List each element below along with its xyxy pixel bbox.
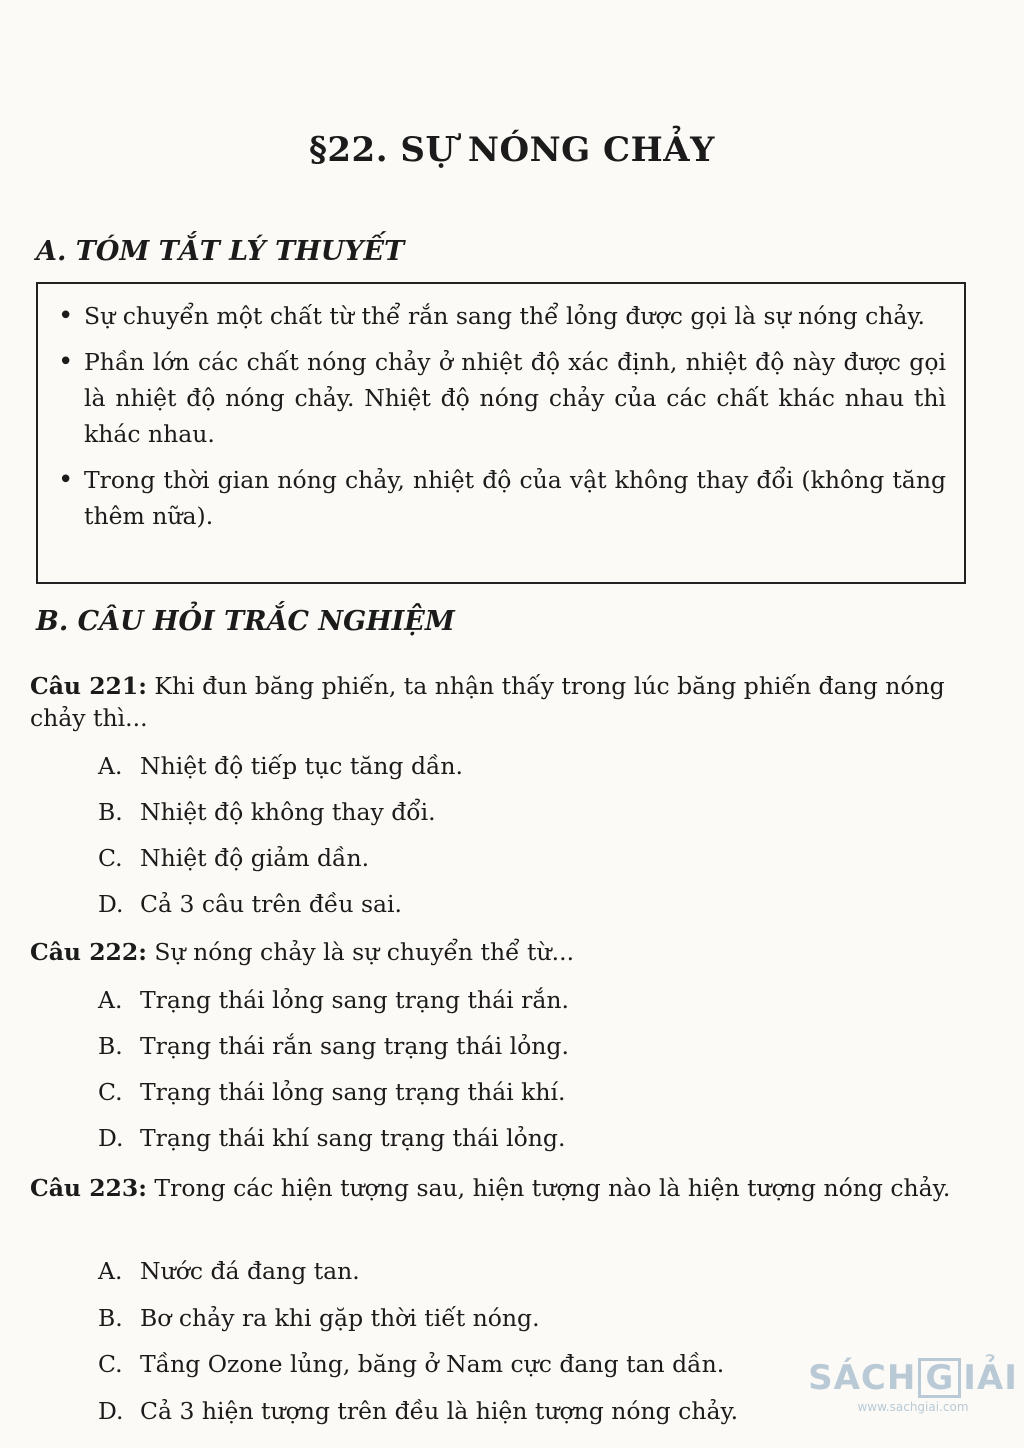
option-letter: C. [98, 1078, 123, 1106]
question-label: Câu 222: [30, 938, 147, 966]
question-text: Sự nóng chảy là sự chuyển thể từ... [154, 938, 575, 966]
question-label: Câu 223: [30, 1174, 147, 1202]
watermark-logo-box: G [918, 1358, 961, 1398]
answer-option [98, 1255, 360, 1287]
option-letter: D. [98, 890, 124, 918]
section-b-heading: B. CÂU HỎI TRẮC NGHIỆM [36, 606, 455, 637]
option-letter: B. [98, 1032, 123, 1060]
option-text: Trạng thái rắn sang trạng thái lỏng. [140, 1032, 569, 1060]
option-letter: A. [98, 986, 123, 1014]
option-text: Trạng thái lỏng sang trạng thái rắn. [140, 986, 569, 1014]
question-text: Trong các hiện tượng sau, hiện tượng nào là hiện tượng nóng chảy. [154, 1174, 951, 1202]
sachgiai-watermark [808, 1358, 1018, 1414]
answer-option [98, 1122, 565, 1154]
option-text: Nước đá đang tan. [140, 1257, 360, 1285]
section-a-heading: A. TÓM TẮT LÝ THUYẾT [36, 236, 405, 267]
option-text: Nhiệt độ không thay đổi. [140, 798, 436, 826]
option-text: Trạng thái lỏng sang trạng thái khí. [140, 1078, 566, 1106]
option-letter: A. [98, 1257, 123, 1285]
option-text: Cả 3 câu trên đều sai. [140, 890, 403, 918]
option-text: Trạng thái khí sang trạng thái lỏng. [140, 1124, 566, 1152]
watermark-logo-left: SÁCH [808, 1358, 917, 1398]
watermark-logo-right: IẢI [963, 1358, 1018, 1398]
option-letter: B. [98, 798, 123, 826]
option-text: Bơ chảy ra khi gặp thời tiết nóng. [140, 1304, 540, 1332]
answer-option [98, 842, 369, 874]
question-label: Câu 221: [30, 672, 147, 700]
answer-option [98, 796, 436, 828]
option-text: Cả 3 hiện tượng trên đều là hiện tượng nóng chảy. [140, 1397, 739, 1425]
option-letter: C. [98, 1350, 123, 1378]
option-letter: C. [98, 844, 123, 872]
watermark-url: www.sachgiai.com [857, 1400, 969, 1414]
page-title: §22. SỰ NÓNG CHẢY [309, 130, 715, 170]
theory-bullet: • Sự chuyển một chất từ thể rắn sang thể lỏng được gọi là sự nóng chảy. [84, 298, 946, 334]
answer-option [98, 1395, 738, 1427]
question-text: Khi đun băng phiến, ta nhận thấy trong lúc băng phiến đang nóng chảy thì... [30, 672, 945, 732]
answer-option [98, 1030, 569, 1062]
question-222 [30, 936, 965, 968]
option-letter: D. [98, 1397, 124, 1425]
question-221 [30, 670, 965, 734]
option-text: Nhiệt độ giảm dần. [140, 844, 370, 872]
option-text: Nhiệt độ tiếp tục tăng dần. [140, 752, 463, 780]
answer-option [98, 750, 463, 782]
watermark-logo [808, 1358, 1018, 1398]
option-text: Tầng Ozone lủng, băng ở Nam cực đang tan dần. [140, 1350, 725, 1378]
option-letter: D. [98, 1124, 124, 1152]
theory-summary-box [36, 282, 966, 584]
option-letter: B. [98, 1304, 123, 1332]
theory-bullet: • Phần lớn các chất nóng chảy ở nhiệt độ xác định, nhiệt độ này được gọi là nhiệt độ nóng chảy. Nhiệt độ nóng chảy của các chất khác nhau thì khác nhau. [84, 344, 946, 452]
answer-option [98, 1302, 540, 1334]
theory-bullet: • Trong thời gian nóng chảy, nhiệt độ của vật không thay đổi (không tăng thêm nữa). [84, 462, 946, 534]
answer-option [98, 984, 569, 1016]
option-letter: A. [98, 752, 123, 780]
answer-option [98, 888, 402, 920]
question-223 [30, 1172, 965, 1204]
answer-option [98, 1348, 724, 1380]
answer-option [98, 1076, 565, 1108]
